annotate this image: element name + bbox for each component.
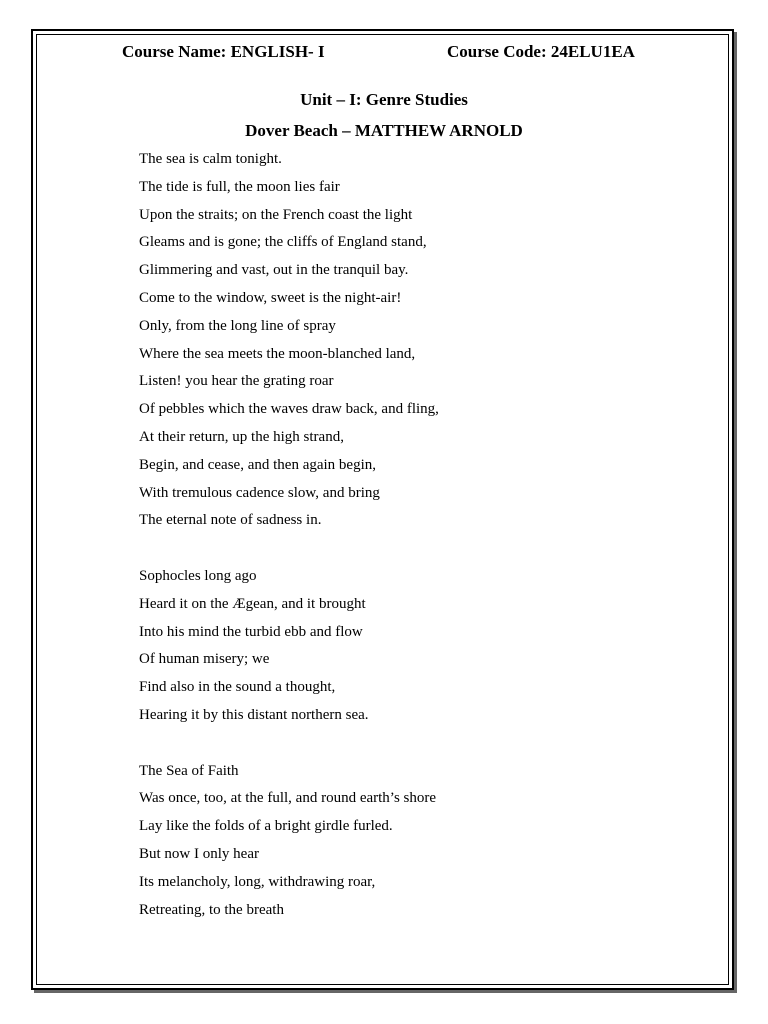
poem-line: The eternal note of sadness in. xyxy=(139,512,322,529)
course-name: Course Name: ENGLISH- I xyxy=(122,42,325,61)
poem-line: Heard it on the Ægean, and it brought xyxy=(139,595,366,612)
poem-line: With tremulous cadence slow, and bring xyxy=(139,484,380,501)
poem-line: The Sea of Faith xyxy=(139,762,239,779)
poem-line: Hearing it by this distant northern sea. xyxy=(139,706,369,723)
poem-line: Retreating, to the breath xyxy=(139,901,284,918)
poem-line: Begin, and cease, and then again begin, xyxy=(139,456,376,473)
poem-line: Upon the straits; on the French coast the light xyxy=(139,206,413,223)
poem-line: The sea is calm tonight. xyxy=(139,151,282,167)
poem-line: Of pebbles which the waves draw back, and fling, xyxy=(139,401,439,418)
unit-title: Unit – I: Genre Studies xyxy=(300,90,468,109)
poem-line: Lay like the folds of a bright girdle furled. xyxy=(139,818,393,835)
poem-line: Sophocles long ago xyxy=(139,567,257,584)
poem-line: At their return, up the high strand, xyxy=(139,428,344,445)
poem-line: Into his mind the turbid ebb and flow xyxy=(139,623,363,640)
stanza xyxy=(139,761,699,928)
course-code: Course Code: 24ELU1EA xyxy=(447,42,635,61)
poem-line: But now I only hear xyxy=(139,845,259,862)
poem-line: Where the sea meets the moon-blanched land, xyxy=(139,345,416,362)
poem-title: Dover Beach – MATTHEW ARNOLD xyxy=(245,121,523,140)
poem-line: Gleams and is gone; the cliffs of England stand, xyxy=(139,234,427,251)
poem-line: Glimmering and vast, out in the tranquil bay. xyxy=(139,262,409,279)
poem-line: Was once, too, at the full, and round earth’s shore xyxy=(139,790,437,807)
poem-line: Find also in the sound a thought, xyxy=(139,679,336,696)
poem-line: Only, from the long line of spray xyxy=(139,317,336,334)
poem-line: The tide is full, the moon lies fair xyxy=(139,178,340,195)
poem-line: Come to the window, sweet is the night-air! xyxy=(139,289,402,306)
poem-line: Its melancholy, long, withdrawing roar, xyxy=(139,873,376,890)
poem-body xyxy=(139,149,699,955)
course-header xyxy=(0,42,768,64)
stanza xyxy=(139,149,699,538)
stanza xyxy=(139,566,699,733)
poem-line: Listen! you hear the grating roar xyxy=(139,373,334,390)
poem-line: Of human misery; we xyxy=(139,651,270,668)
